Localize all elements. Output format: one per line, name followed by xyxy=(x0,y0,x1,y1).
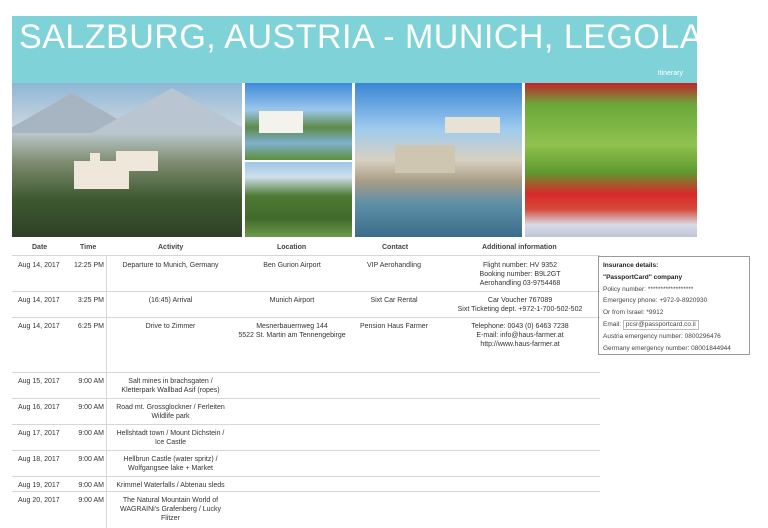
emergency-phone: Emergency phone: +972-9-8920930 xyxy=(603,297,708,305)
row-date: Aug 14, 2017 xyxy=(18,297,60,304)
row-activity: Hellbrun Castle (water spritz) / xyxy=(123,456,218,463)
row-info: E-mail: info@haus-farmer.at xyxy=(476,332,564,339)
row-info: Flight number: HV 9352 xyxy=(483,262,557,269)
header-activity: Activity xyxy=(158,244,184,251)
row-activity: The Natural Mountain World of xyxy=(122,497,219,504)
row-divider xyxy=(12,398,600,399)
policy-number: Policy number: ****************** xyxy=(603,285,694,293)
row-time: 9:00 AM xyxy=(78,456,104,463)
row-divider xyxy=(12,491,600,492)
israel-phone: Or from Israel: *9912 xyxy=(603,309,664,317)
row-date: Aug 18, 2017 xyxy=(18,456,60,463)
row-divider xyxy=(12,317,600,318)
row-location: Ben Gurion Airport xyxy=(263,262,321,269)
row-contact: VIP Aerohandling xyxy=(367,262,421,269)
row-activity: Wildlife park xyxy=(151,413,190,420)
row-date: Aug 15, 2017 xyxy=(18,378,60,385)
insurance-box xyxy=(598,256,750,355)
email-label: Email: xyxy=(603,320,622,328)
row-divider xyxy=(12,424,600,425)
row-location: Mesnerbauernweg 144 xyxy=(256,323,328,330)
header-contact: Contact xyxy=(382,244,409,251)
row-activity: Flitzer xyxy=(160,515,181,522)
row-location: 5522 St. Martin am Tennengebirge xyxy=(238,332,346,339)
insurance-title: Insurance details: xyxy=(603,262,659,269)
row-date: Aug 19, 2017 xyxy=(18,482,60,489)
row-activity: Drive to Zimmer xyxy=(145,323,196,330)
green-valley-photo xyxy=(245,162,352,237)
row-info: http://www.haus-farmer.at xyxy=(480,341,560,348)
castle-lake-photo xyxy=(245,83,352,160)
row-time: 12:25 PM xyxy=(74,262,104,269)
fortress-hill-photo xyxy=(12,83,242,237)
salzburg-river-photo xyxy=(355,83,522,237)
row-activity: Road mt. Grossglockner / Ferleiten xyxy=(116,404,225,411)
austria-number: Austria emergency number: 0800296476 xyxy=(603,332,721,340)
germany-number: Germany emergency number: 08001844944 xyxy=(603,344,731,352)
row-activity: Wolfgangsee lake + Market xyxy=(128,465,213,472)
table-divider xyxy=(12,255,600,256)
row-time: 9:00 AM xyxy=(78,482,104,489)
title-banner xyxy=(12,16,754,83)
row-time: 9:00 AM xyxy=(78,378,104,385)
row-contact: Sixt Car Rental xyxy=(370,297,418,304)
row-info: Car Voucher 767089 xyxy=(487,297,553,304)
row-activity: Hellshtadt town / Mount Dichstein / xyxy=(116,430,225,437)
row-divider xyxy=(12,476,600,477)
row-divider xyxy=(12,372,600,373)
row-activity: Kletterpark Wallbad Asif (ropes) xyxy=(121,387,220,394)
row-activity: WAGRAINi's Grafenberg / Lucky xyxy=(119,506,222,513)
header-time: Time xyxy=(80,244,97,251)
row-divider xyxy=(12,291,600,292)
column-divider xyxy=(106,256,107,528)
email-link[interactable]: pcsr@passportcard.co.il xyxy=(623,320,699,330)
page-title: SALZBURG, AUSTRIA - MUNICH, LEGOLAND xyxy=(19,18,754,56)
insurance-company: "PassportCard" company xyxy=(603,273,683,281)
row-time: 3:25 PM xyxy=(77,297,104,304)
row-time: 6:25 PM xyxy=(77,323,104,330)
row-divider xyxy=(12,450,600,451)
page-subtitle: Itinerary xyxy=(657,70,683,77)
header-info: Additional information xyxy=(482,244,557,251)
row-activity: Salt mines in brachsgaten / xyxy=(128,378,213,385)
header-date: Date xyxy=(32,244,48,251)
row-time: 9:00 AM xyxy=(78,404,104,411)
row-activity: Departure to Munich, Germany xyxy=(122,262,219,269)
row-location: Munich Airport xyxy=(269,297,315,304)
row-info: Booking number: B9L2GT xyxy=(479,271,561,278)
row-time: 9:00 AM xyxy=(78,430,104,437)
flower-garden-photo xyxy=(525,83,697,237)
row-date: Aug 20, 2017 xyxy=(18,497,60,504)
row-date: Aug 16, 2017 xyxy=(18,404,60,411)
header-location: Location xyxy=(277,244,307,251)
row-info: Sixt Ticketing dept. +972-1-700-502-502 xyxy=(457,306,583,313)
row-date: Aug 14, 2017 xyxy=(18,262,60,269)
row-time: 9:00 AM xyxy=(78,497,104,504)
row-info: Telephone: 0043 (0) 6463 7238 xyxy=(471,323,569,330)
row-activity: Ice Castle xyxy=(154,439,187,446)
row-contact: Pension Haus Farmer xyxy=(359,323,429,330)
row-info: Aerohandling 03-9754468 xyxy=(479,280,561,287)
row-activity: (16:45) Arrival xyxy=(148,297,193,304)
row-date: Aug 14, 2017 xyxy=(18,323,60,330)
row-date: Aug 17, 2017 xyxy=(18,430,60,437)
row-activity: Krimmel Waterfalls / Abtenau sleds xyxy=(116,482,225,489)
email-line xyxy=(603,319,745,331)
